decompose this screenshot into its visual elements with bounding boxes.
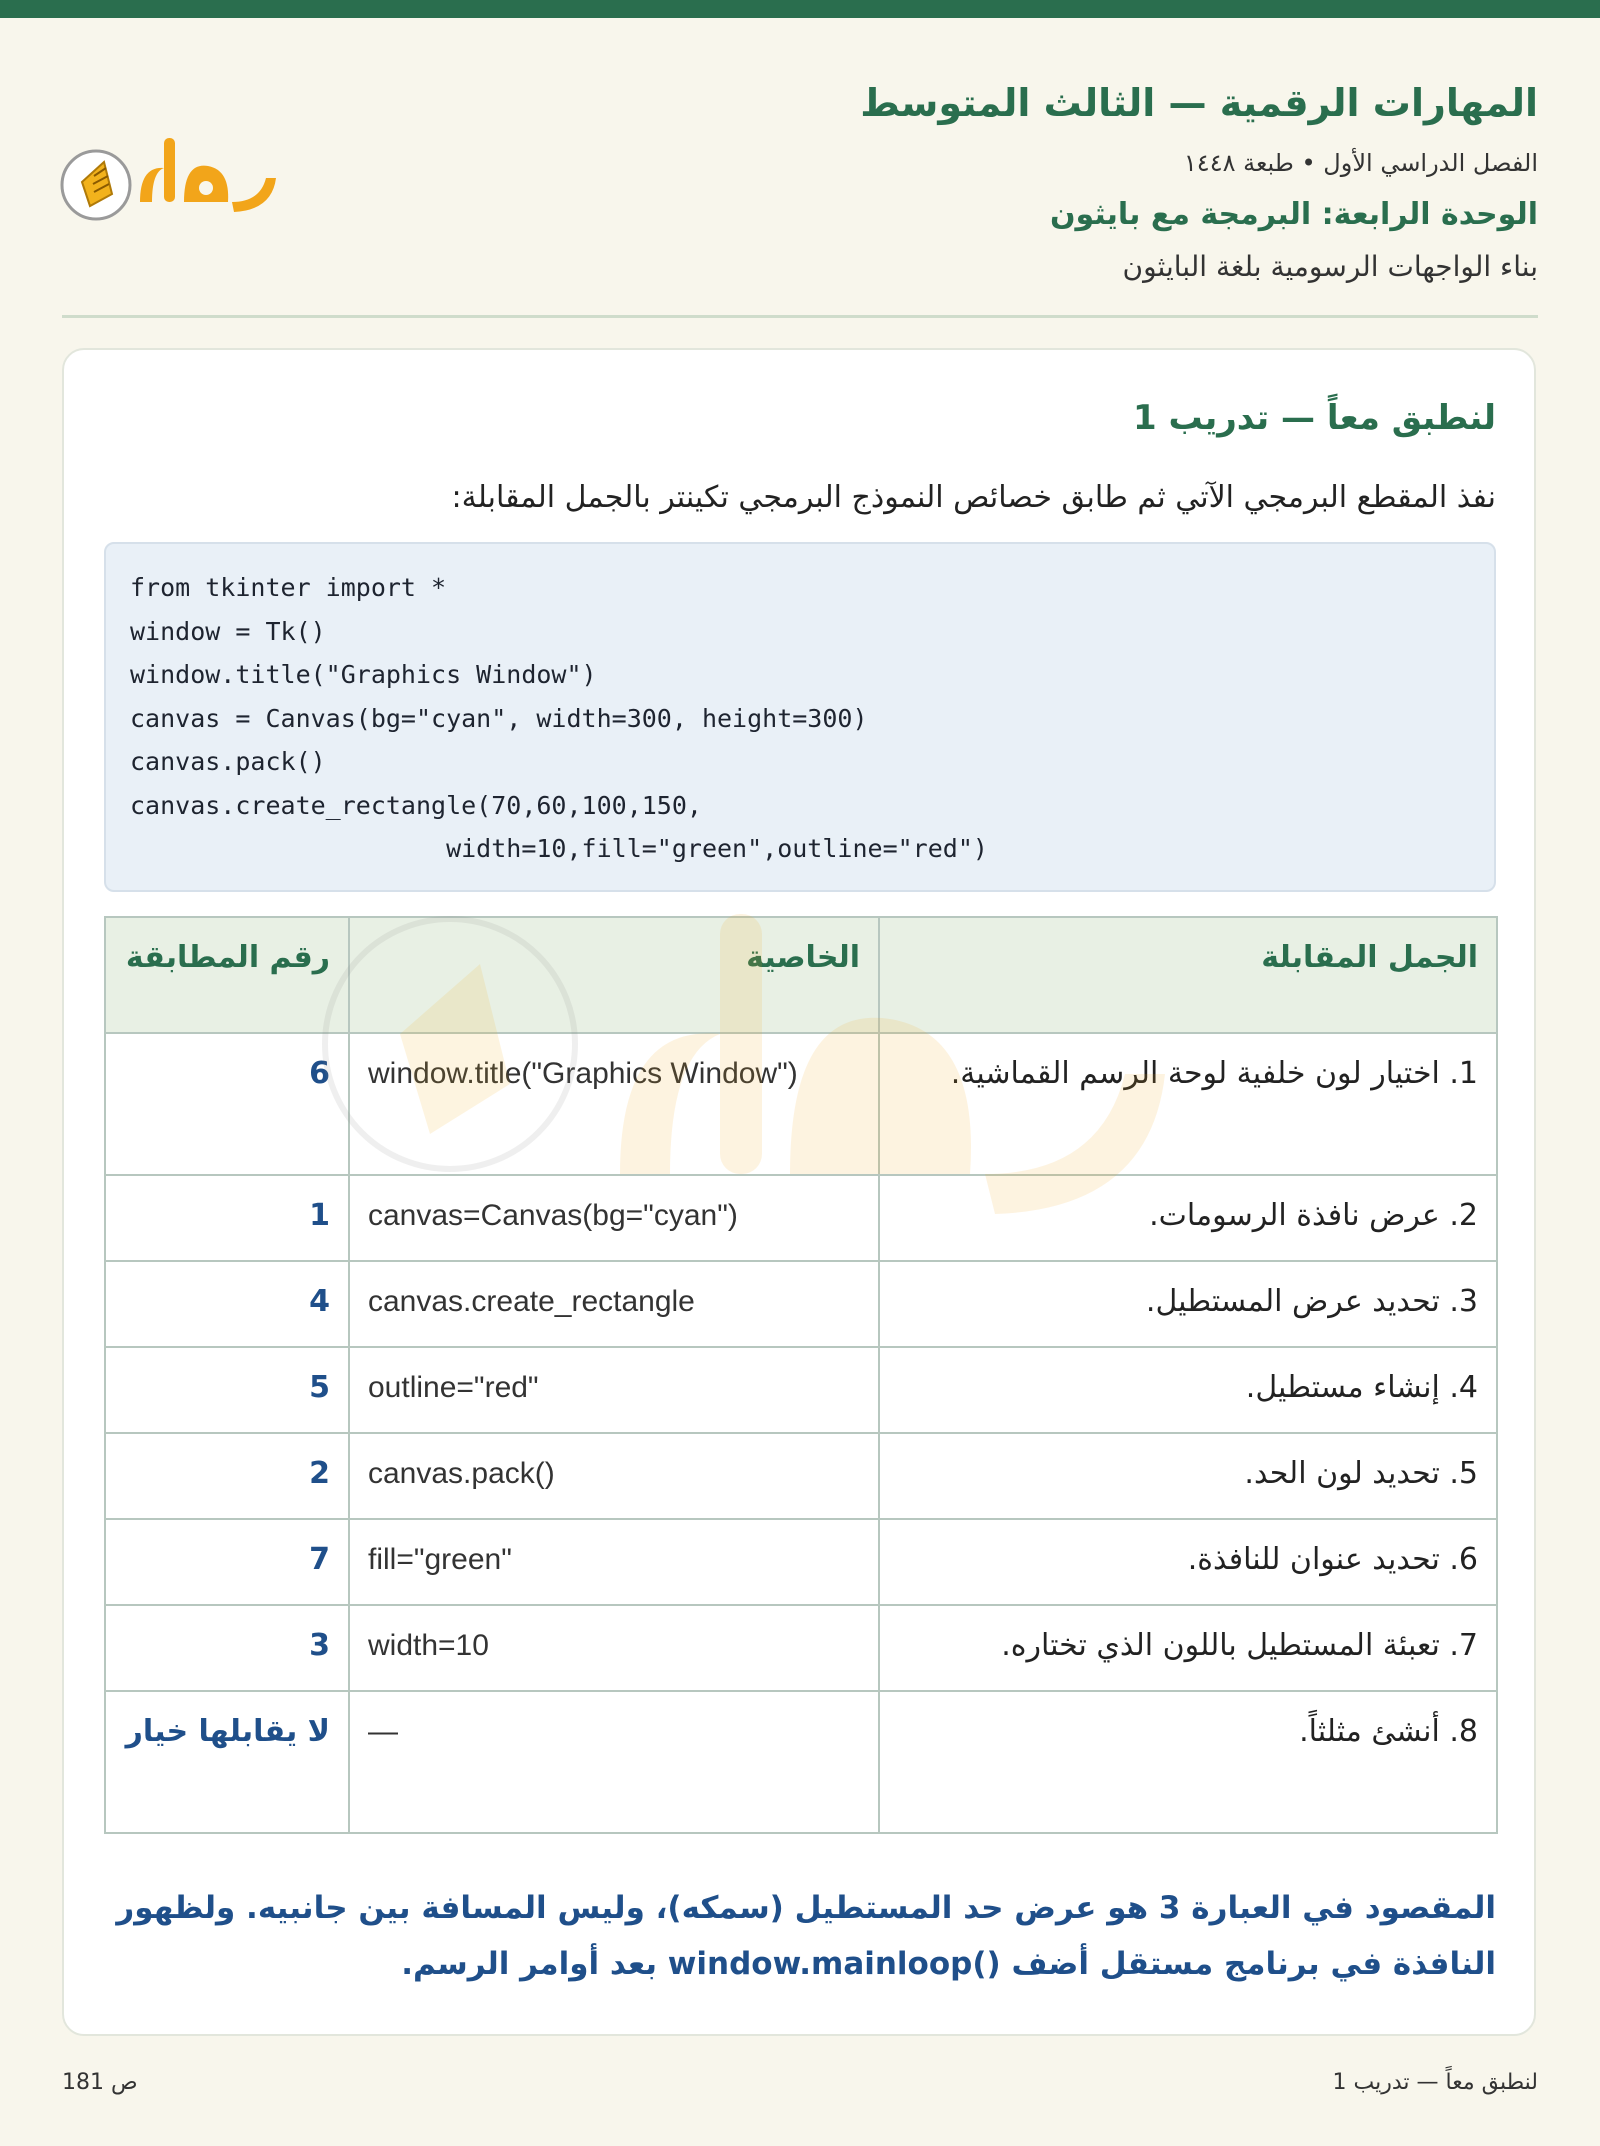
match-cell: 4 <box>105 1261 349 1347</box>
page-number: ص 181 <box>62 2070 138 2095</box>
property-cell: outline="red" <box>349 1347 879 1433</box>
property-cell: window.title("Graphics Window") <box>349 1033 879 1175</box>
match-cell: 1 <box>105 1175 349 1261</box>
code-line: window.title("Graphics Window") <box>130 660 597 689</box>
match-cell: 5 <box>105 1347 349 1433</box>
sentence-cell: 3. تحديد عرض المستطيل. <box>879 1261 1497 1347</box>
match-cell: 3 <box>105 1605 349 1691</box>
sentence-cell: 8. أنشئ مثلثاً. <box>879 1691 1497 1833</box>
property-cell: canvas.pack() <box>349 1433 879 1519</box>
sentence-cell: 1. اختيار لون خلفية لوحة الرسم القماشية. <box>879 1033 1497 1175</box>
code-block <box>104 542 1496 892</box>
matching-table <box>104 916 1498 1834</box>
sentence-cell: 6. تحديد عنوان للنافذة. <box>879 1519 1497 1605</box>
edition-meta: الفصل الدراسي الأول • طبعة ١٤٤٨ <box>1183 149 1538 177</box>
code-line: window = Tk() <box>130 616 326 646</box>
property-cell: — <box>349 1691 879 1833</box>
sentence-cell: 7. تعبئة المستطيل باللون الذي تختاره. <box>879 1605 1497 1691</box>
code-line: canvas.create_rectangle(70,60,100,150, <box>130 790 702 820</box>
sentence-cell: 5. تحديد لون الحد. <box>879 1433 1497 1519</box>
unit-title: الوحدة الرابعة: البرمجة مع بايثون <box>1049 197 1538 232</box>
header-divider <box>62 315 1538 318</box>
page-title: المهارات الرقمية — الثالث المتوسط <box>860 81 1538 125</box>
table-header-row <box>105 917 1497 1033</box>
answer-note: المقصود في العبارة 3 هو عرض حد المستطيل (سمكه)، وليس المسافة بين جانبيه. ولظهور النافذة في برنامج مستقل أضف ()window.mainloop بعد أوامر الرسم. <box>116 1890 1496 1982</box>
table-row <box>105 1033 1497 1175</box>
match-cell: 2 <box>105 1433 349 1519</box>
code-line: from tkinter import * <box>130 573 447 602</box>
match-cell: 6 <box>105 1033 349 1175</box>
top-bar <box>0 0 1600 18</box>
property-cell: canvas.create_rectangle <box>349 1261 879 1347</box>
table-row <box>105 1433 1497 1519</box>
code-line: canvas.pack() <box>130 747 326 776</box>
table-row <box>105 1347 1497 1433</box>
header-property: الخاصية <box>349 917 879 1033</box>
table-row <box>105 1691 1497 1833</box>
code-line: width=10,fill="green",outline="red") <box>130 834 988 863</box>
property-cell: fill="green" <box>349 1519 879 1605</box>
table-row <box>105 1519 1497 1605</box>
exercise-title: لنطبق معاً — تدريب 1 <box>1132 398 1496 438</box>
lesson-title: بناء الواجهات الرسومية بلغة البايثون <box>1122 250 1538 283</box>
footer-section: لنطبق معاً — تدريب 1 <box>1332 2070 1538 2095</box>
exercise-card <box>62 348 1536 2036</box>
table-row <box>105 1175 1497 1261</box>
exercise-instruction: نفذ المقطع البرمجي الآتي ثم طابق خصائص النموذج البرمجي تكينتر بالجمل المقابلة: <box>451 480 1496 515</box>
sentence-cell: 2. عرض نافذة الرسومات. <box>879 1175 1497 1261</box>
hulul-logo <box>60 132 280 222</box>
table-row <box>105 1261 1497 1347</box>
property-cell: width=10 <box>349 1605 879 1691</box>
code-line: canvas = Canvas(bg="cyan", width=300, height=300) <box>130 703 868 733</box>
table-row <box>105 1605 1497 1691</box>
header-match: رقم المطابقة <box>105 917 349 1033</box>
match-cell: 7 <box>105 1519 349 1605</box>
sentence-cell: 4. إنشاء مستطيل. <box>879 1347 1497 1433</box>
header-sentence: الجمل المقابلة <box>879 917 1497 1033</box>
property-cell: canvas=Canvas(bg="cyan") <box>349 1175 879 1261</box>
page-header <box>538 76 1538 288</box>
match-cell: لا يقابلها خيار <box>105 1691 349 1833</box>
